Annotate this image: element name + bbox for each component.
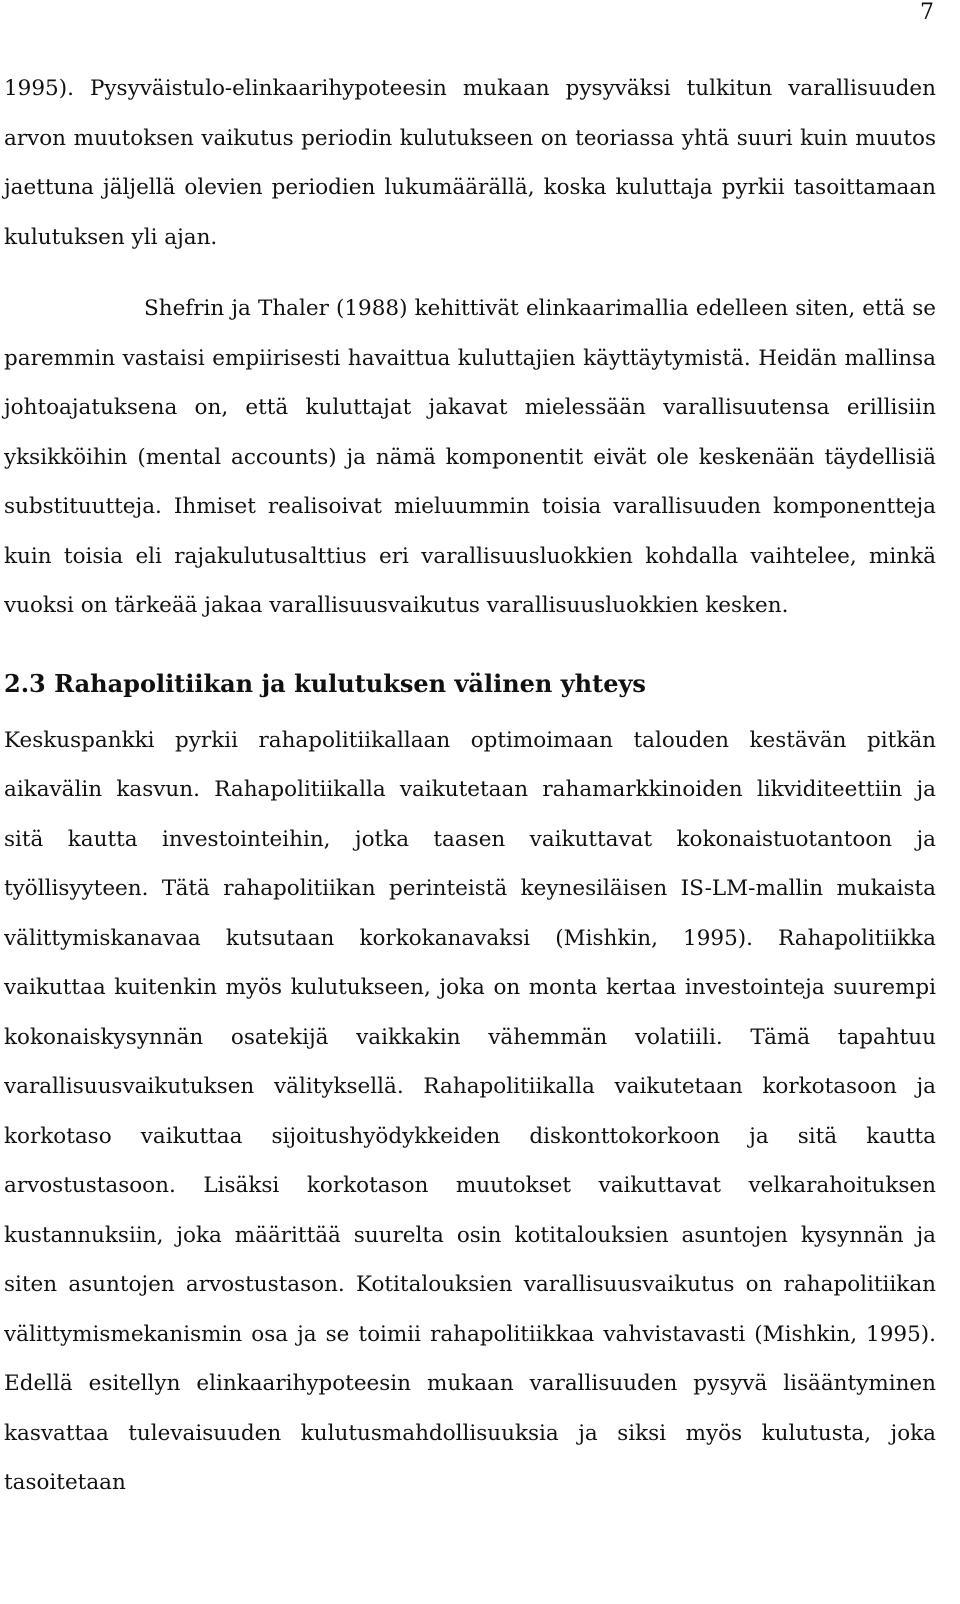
document-body bbox=[4, 64, 936, 1508]
paragraph-intro: 1995). Pysyväistulo-elinkaarihypoteesin mukaan pysyväksi tulkitun varallisuuden arvon muutoksen vaikutus periodin kulutukseen on teoriassa yhtä suuri kuin muutos jaettuna jäljellä olevien periodien lukumäärällä, koska kuluttaja pyrkii tasoittamaan kulutuksen yli ajan. bbox=[4, 76, 936, 250]
page-number: 7 bbox=[920, 0, 934, 25]
paragraph-shefrin-thaler: Shefrin ja Thaler (1988) kehittivät elinkaarimallia edelleen siten, että se paremmin vastaisi empiirisesti havaittua kuluttajien käyttäytymistä. Heidän mallinsa johtoajatuksena on, että kuluttajat jakavat mielessään varallisuutensa erillisiin yksikköihin (mental accounts) ja nämä komponentit eivät ole keskenään täydellisiä substituutteja. Ihmiset realisoivat mieluummin toisia varallisuuden komponentteja kuin toisia eli rajakulutusalttius eri varallisuusluokkien kohdalla vaihtelee, minkä vuoksi on tärkeää jakaa varallisuusvaikutus varallisuusluokkien kesken. bbox=[4, 296, 936, 618]
section-heading: 2.3 Rahapolitiikan ja kulutuksen välinen yhteys bbox=[4, 668, 646, 698]
paragraph-monetary-policy: Keskuspankki pyrkii rahapolitiikallaan optimoimaan talouden kestävän pitkän aikavälin kasvun. Rahapolitiikalla vaikutetaan rahamarkkinoiden likviditeettiin ja sitä kautta investointeihin, jotka taasen vaikuttavat kokonaistuotantoon ja työllisyyteen. Tätä rahapolitiikan perinteistä keynesiläisen IS-LM-mallin mukaista välittymiskanavaa kutsutaan korkokanavaksi (Mishkin, 1995). Rahapolitiikka vaikuttaa kuitenkin myös kulutukseen, joka on monta kertaa investointeja suurempi kokonaiskysynnän osatekijä vaikkakin vähemmän volatiili. Tämä tapahtuu varallisuusvaikutuksen välityksellä. Rahapolitiikalla vaikutetaan korkotasoon ja korkotaso vaikuttaa sijoitushyödykkeiden diskonttokorkoon ja sitä kautta arvostustasoon. Lisäksi korkotason muutokset vaikuttavat velkarahoituksen kustannuksiin, joka määrittää suurelta osin kotitalouksien asuntojen kysynnän ja siten asuntojen arvostustason. Kotitalouksien varallisuusvaikutus on rahapolitiikan välittymismekanismin osa ja se toimii rahapolitiikkaa vahvistavasti (Mishkin, 1995). Edellä esitellyn elinkaarihypoteesin mukaan varallisuuden pysyvä lisääntyminen kasvattaa tulevaisuuden kulutusmahdollisuuksia ja siksi myös kulutusta, joka tasoitetaan bbox=[4, 727, 936, 1495]
